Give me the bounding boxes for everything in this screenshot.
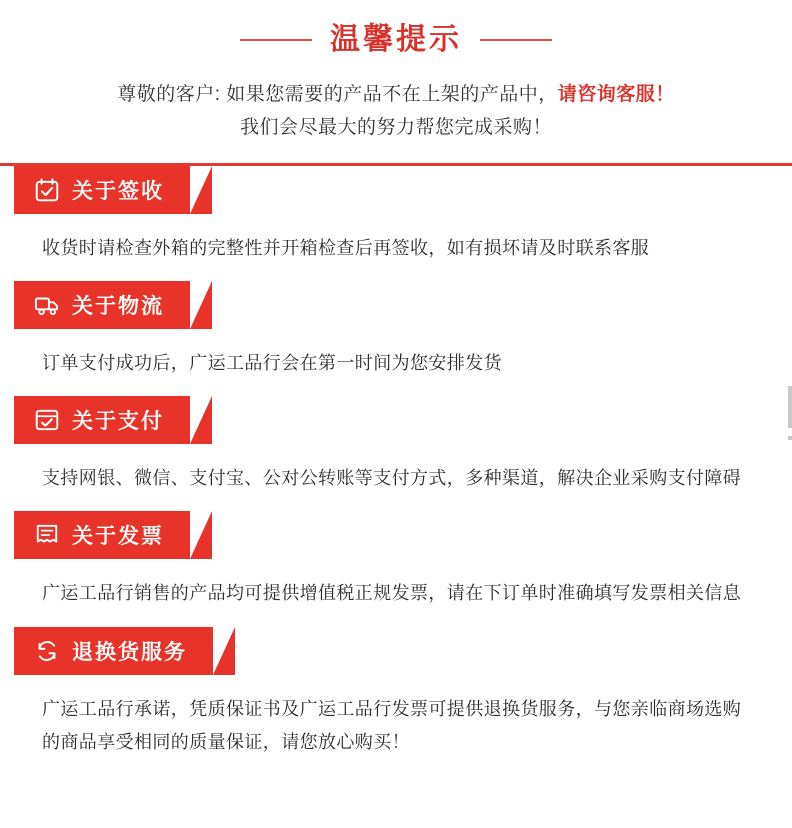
header-notice-line-1 — [0, 78, 792, 111]
section-header — [14, 281, 190, 329]
page-edge-artifact-lower — [788, 436, 792, 440]
payment-card-icon — [34, 407, 60, 433]
section-title: 关于发票 — [72, 525, 164, 549]
section-title: 关于物流 — [72, 294, 164, 318]
notice-sections — [0, 166, 792, 776]
header-notice-line-1-text: 尊敬的客户: 如果您需要的产品不在上架的产品中， — [117, 84, 558, 105]
title-rule-right — [480, 39, 552, 41]
section-body-text: 订单支付成功后，广运工品行会在第一时间为您安排发货 — [42, 352, 502, 373]
section-body — [0, 214, 792, 281]
section-title: 退换货服务 — [72, 640, 187, 664]
section-returns — [0, 627, 792, 776]
invoice-icon — [34, 522, 60, 548]
section-body — [0, 675, 792, 776]
title-rule-left — [240, 39, 312, 41]
page-header — [0, 0, 792, 145]
header-notice-line-2: 我们会尽最大的努力帮您完成采购！ — [239, 117, 552, 139]
page-edge-artifact-upper — [788, 386, 792, 428]
return-arrows-icon — [34, 638, 60, 664]
section-header — [14, 627, 213, 675]
section-invoice — [0, 511, 792, 626]
section-header — [14, 396, 190, 444]
page-title: 温馨提示 — [330, 23, 462, 56]
section-title: 关于签收 — [72, 179, 164, 203]
calendar-check-icon — [34, 177, 60, 203]
header-title-row — [0, 22, 792, 58]
section-body-text: 广运工品行销售的产品均可提供增值税正规发票，请在下订单时准确填写发票相关信息 — [42, 583, 742, 604]
header-notice — [0, 78, 792, 145]
section-body — [0, 444, 792, 511]
section-body-text: 支持网银、微信、支付宝、公对公转账等支付方式，多种渠道，解决企业采购支付障碍 — [42, 468, 742, 489]
section-body — [0, 559, 792, 626]
section-logistics — [0, 281, 792, 396]
section-header — [14, 166, 190, 214]
section-body-text: 广运工品行承诺，凭质保证书及广运工品行发票可提供退换货服务，与您亲临商场选购的商品享受相同的质量保证，请您放心购买！ — [42, 698, 742, 752]
truck-icon — [34, 292, 60, 318]
section-title: 关于支付 — [72, 410, 164, 434]
section-payment — [0, 396, 792, 511]
contact-service-highlight: 请咨询客服！ — [557, 84, 675, 105]
section-header — [14, 511, 190, 559]
section-body — [0, 329, 792, 396]
section-body-text: 收货时请检查外箱的完整性并开箱检查后再签收，如有损坏请及时联系客服 — [42, 237, 650, 258]
section-delivery-acceptance — [0, 166, 792, 281]
